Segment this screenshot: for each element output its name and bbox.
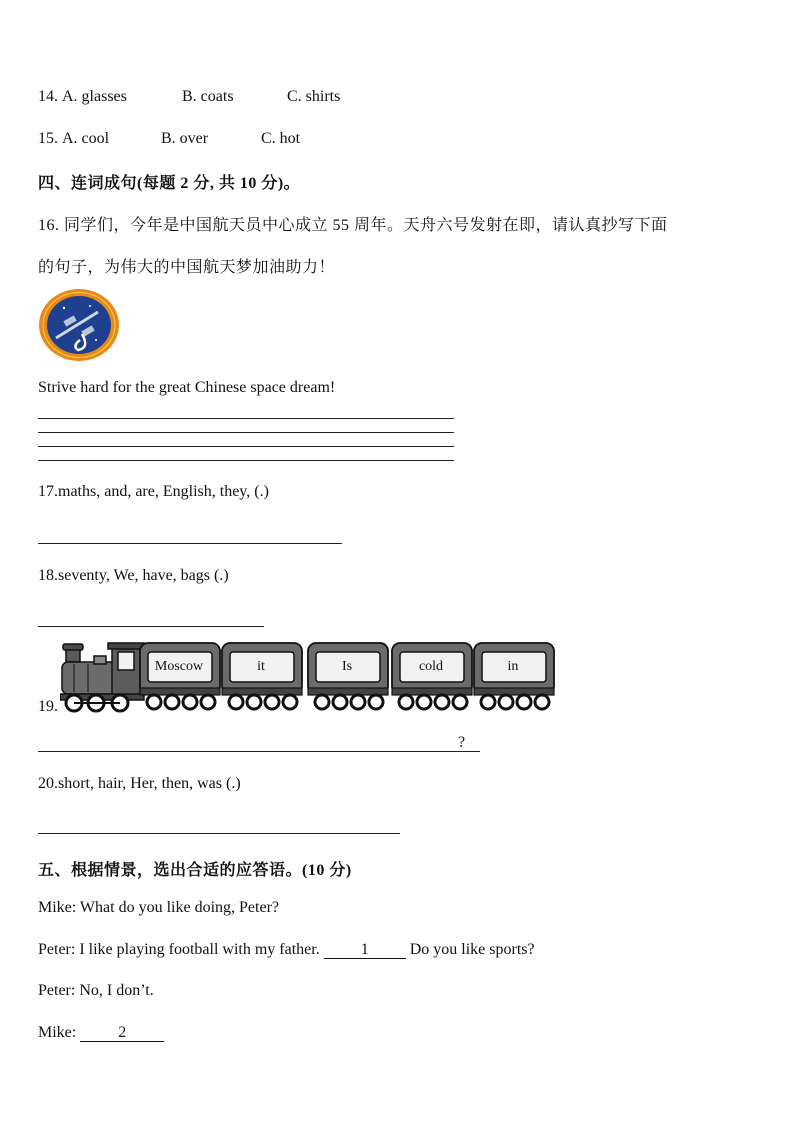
dialogue-line: Mike: What do you like doing, Peter? xyxy=(38,899,279,916)
q20-answer-line[interactable] xyxy=(38,833,400,834)
dialogue-text: Do you like sports? xyxy=(405,941,535,958)
q16-writing-line[interactable] xyxy=(38,432,454,433)
q16-instruction-line-1: 16. 同学们，今年是中国航天员中心成立 55 周年。天舟六号发射在即，请认真抄写下面 xyxy=(38,217,668,234)
q16-writing-line[interactable] xyxy=(38,446,454,447)
q14-option-c[interactable]: C. shirts xyxy=(287,88,341,105)
space-mission-badge-icon xyxy=(38,288,120,362)
q15-option-a[interactable]: A. cool xyxy=(62,130,110,147)
train-car xyxy=(140,643,220,709)
section-4-heading: 四、连词成句(每题 2 分, 共 10 分)。 xyxy=(38,175,301,192)
q14-option-a[interactable]: A. glasses xyxy=(62,88,127,105)
q14-option-b[interactable]: B. coats xyxy=(182,88,234,105)
train-car xyxy=(222,643,302,709)
dialogue-line: Peter: No, I don’t. xyxy=(38,982,154,999)
dialogue-line xyxy=(38,1024,164,1042)
train-car-word: it xyxy=(257,659,265,674)
train-car xyxy=(392,643,472,709)
q15-number: 15. xyxy=(38,130,58,147)
train-illustration xyxy=(60,640,560,716)
q17-answer-line[interactable] xyxy=(38,543,342,544)
q19-number: 19. xyxy=(38,698,58,715)
q16-instruction-line-2: 的句子，为伟大的中国航天梦加油助力！ xyxy=(38,259,336,276)
q16-writing-line[interactable] xyxy=(38,418,454,419)
dialogue-text: Peter: I like playing football with my father. xyxy=(38,941,324,958)
train-car-word: Moscow xyxy=(154,659,204,674)
q14-number: 14. xyxy=(38,88,58,105)
q18-prompt: 18.seventy, We, have, bags (.) xyxy=(38,567,229,584)
q15-option-c[interactable]: C. hot xyxy=(261,130,301,147)
q18-answer-line[interactable] xyxy=(38,626,264,627)
train-car-word: in xyxy=(507,659,519,674)
q19-question-mark: ? xyxy=(458,734,466,751)
dialogue-text: Mike: xyxy=(38,1024,81,1041)
train-car xyxy=(308,643,388,709)
section-5-heading: 五、根据情景，选出合适的应答语。(10 分) xyxy=(38,862,352,879)
q16-writing-line[interactable] xyxy=(38,460,454,461)
train-car xyxy=(474,643,554,709)
q19-answer-line[interactable] xyxy=(38,751,480,752)
dialogue-line xyxy=(38,941,535,959)
q20-prompt: 20.short, hair, Her, then, was (.) xyxy=(38,775,241,792)
locomotive-icon xyxy=(60,643,144,711)
answer-blank-2[interactable]: 2 xyxy=(80,1025,164,1042)
train-car-word: Is xyxy=(341,659,353,674)
answer-blank-1[interactable]: 1 xyxy=(324,942,406,959)
q16-model-sentence: Strive hard for the great Chinese space dream! xyxy=(38,379,336,396)
q17-prompt: 17.maths, and, are, English, they, (.) xyxy=(38,483,269,500)
train-car-word: cold xyxy=(418,659,444,674)
q15-option-b[interactable]: B. over xyxy=(161,130,209,147)
